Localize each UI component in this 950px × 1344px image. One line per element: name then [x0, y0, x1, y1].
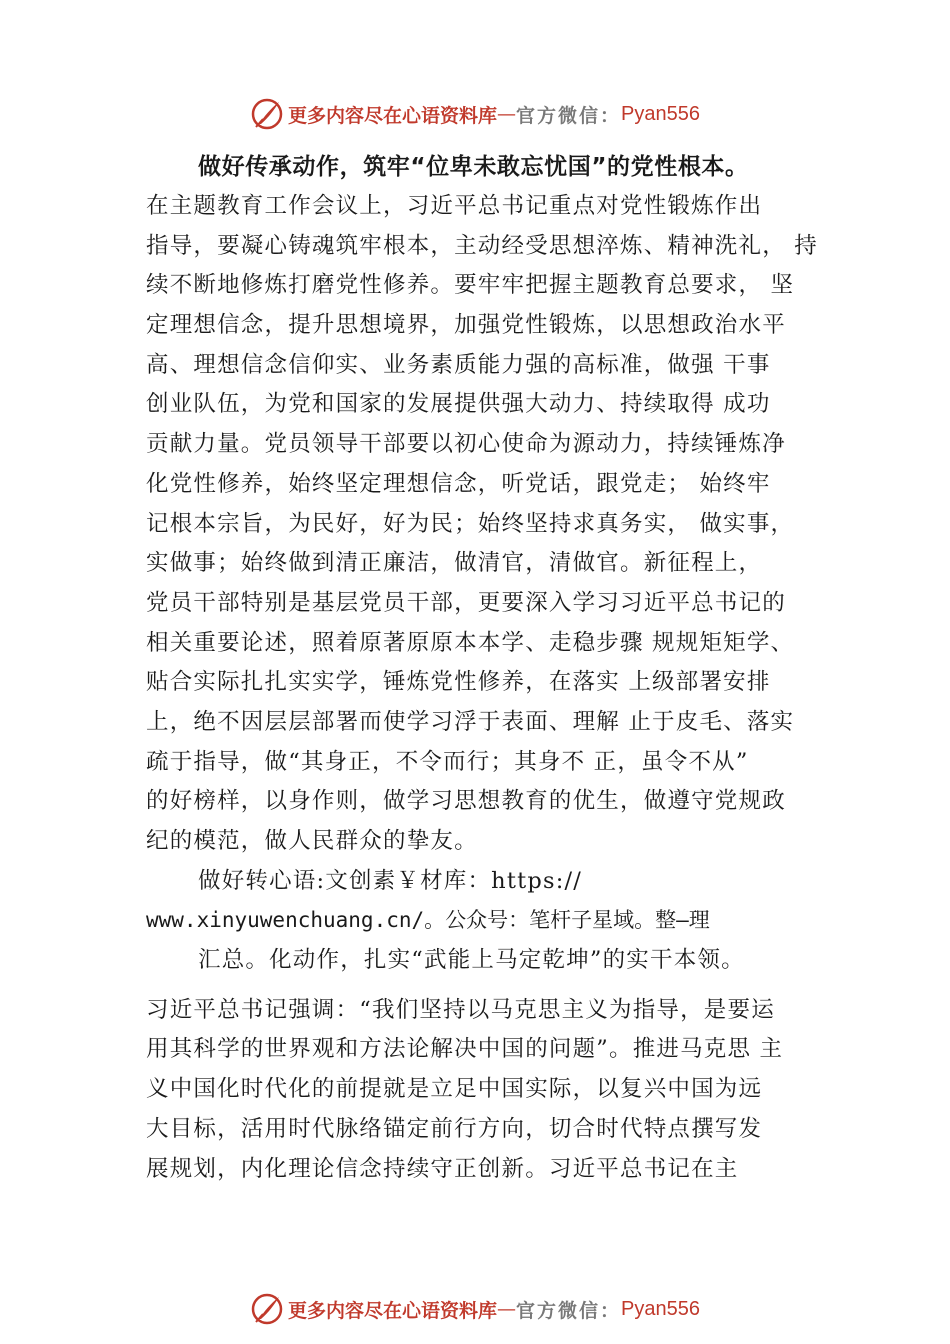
watermark-label: 官方微信： [516, 104, 622, 127]
text-line: 续不断地修炼打磨党性修养。要牢牢把握主题教育总要求， 坚 [146, 272, 795, 299]
paragraph-1 [146, 187, 846, 862]
text-line: 指导，要凝心铸魂筑牢根本，主动经受思想淬炼、精神洗礼， 持 [146, 232, 818, 259]
text-line: 实做事；始终做到清正廉洁，做清官，清做官。新征程上， [146, 550, 763, 577]
paragraph-gap [146, 981, 846, 991]
promo-line: 做好转心语:文创素￥材库：https:// [198, 867, 583, 894]
watermark-dash: — [497, 103, 517, 125]
header-watermark [0, 94, 950, 134]
text-line: 在主题教育工作会议上，习近平总书记重点对党性锻炼作出 [146, 193, 763, 219]
watermark-dash: — [497, 1298, 517, 1320]
text-line: 疏于指导，做“其身正，不令而行；其身不 正，虽令不从” [146, 748, 749, 775]
text-line: 义中国化时代化的前提就是立足中国实际，以复兴中国为远 [146, 1076, 763, 1103]
feather-logo-icon [250, 97, 284, 131]
promo-line: 汇总。化动作，扎实“武能上马定乾坤”的实干本领。 [198, 947, 745, 974]
text-line: 化党性修养，始终坚定理想信念，听党话，跟党走； 始终牢 [146, 470, 771, 497]
text-line: 贡献力量。党员领导干部要以初心使命为源动力，持续锤炼净 [146, 431, 786, 458]
text-line: 用其科学的世界观和方法论解决中国的问题”。推进马克思 主 [146, 1036, 784, 1063]
text-line: 记根本宗旨，为民好，好为民；始终坚持求真务实， 做实事， [146, 510, 795, 537]
watermark-wechat-id: Pyan556 [621, 1297, 700, 1320]
feather-logo-icon [250, 1292, 284, 1326]
text-line: 党员干部特别是基层党员干部，更要深入学习习近平总书记的 [146, 589, 786, 616]
watermark-brand: 更多内容尽在心语资料库 [288, 104, 498, 127]
text-line: 大目标，活用时代脉络锚定前行方向，切合时代特点撰写发 [146, 1115, 763, 1142]
footer-watermark [0, 1289, 950, 1329]
watermark-label: 官方微信： [516, 1299, 622, 1322]
text-line: 习近平总书记强调：“我们坚持以马克思主义为指导，是要运 [146, 996, 775, 1023]
text-line: 的好榜样，以身作则，做学习思想教育的优生，做遵守党规政 [146, 788, 786, 815]
watermark-brand: 更多内容尽在心语资料库 [288, 1299, 498, 1322]
promo-line: www.xinyuwenchuang.cn/。公众号：笔杆子星域。整—理 [146, 908, 710, 933]
text-line: 纪的模范，做人民群众的挚友。 [146, 828, 478, 854]
text-line: 高、理想信念信仰实、业务素质能力强的高标准，做强 干事 [146, 351, 771, 378]
watermark-wechat-id: Pyan556 [621, 102, 700, 125]
text-line: 上，绝不因层层部署而使学习浮于表面、理解 止于皮毛、落实 [146, 708, 795, 735]
text-line: 展规划，内化理论信念持续守正创新。习近平总书记在主 [146, 1155, 739, 1182]
text-line: 相关重要论述，照着原著原原本本学、走稳步骤 规规矩矩学、 [146, 629, 795, 656]
text-line: 定理想信念，提升思想境界，加强党性锻炼，以思想政治水平 [146, 312, 786, 339]
paragraph-2 [146, 991, 846, 1189]
section-heading: 做好传承动作，筑牢“位卑未敢忘忧国”的党性根本。 [198, 154, 749, 180]
document-body [146, 147, 846, 1189]
promo-block [146, 862, 846, 981]
text-line: 创业队伍，为党和国家的发展提供强大动力、持续取得 成功 [146, 391, 771, 418]
text-line: 贴合实际扎扎实实学，锤炼党性修养，在落实 上级部署安排 [146, 669, 771, 696]
